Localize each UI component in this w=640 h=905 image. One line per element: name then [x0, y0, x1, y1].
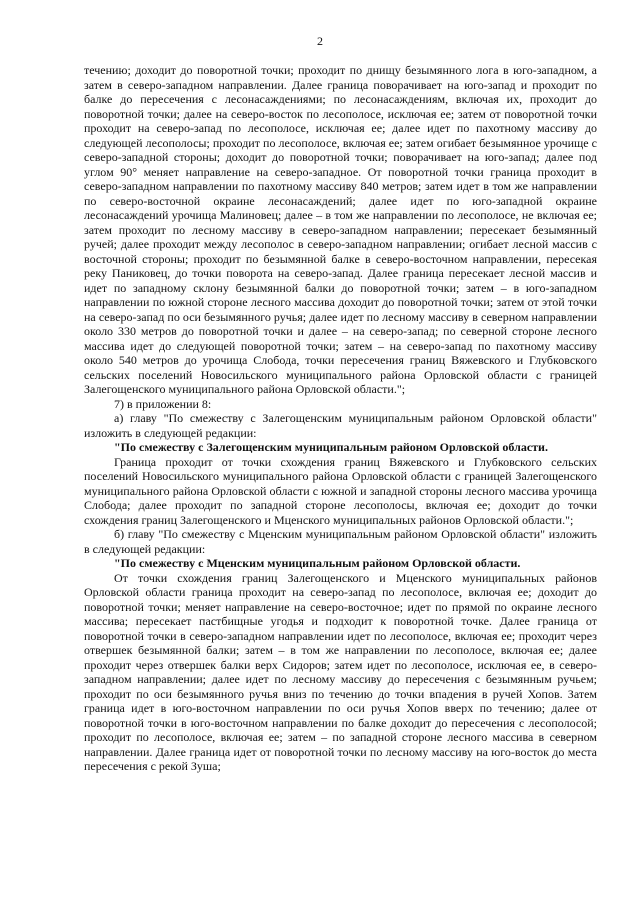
heading-mtsensky: "По смежеству с Мценским муниципальным районом Орловской области.	[114, 556, 521, 570]
paragraph-chapter-a: а) главу "По смежеству с Залегощенским муниципальным районом Орловской области" изложить в следующей редакции:	[84, 411, 597, 440]
document-body	[84, 63, 597, 774]
page-number: 2	[317, 34, 323, 48]
paragraph-mtsensky-boundary: От точки схождения границ Залегощенского и Мценского муниципальных районов Орловской области граница проходит на северо-запад по лесополосе, включая ее; доходит до поворотной точки; меняет направление на северо-восточное; идет по прямой по окраине лесного массива; пересекает пастбищные угодья и подходит к поворотной точке. Далее граница от поворотной точки в северо-западном направлении идет по лесополосе, включая ее; проходит через отвершек безымянной балки; затем – в том же направлении по лесополосе, включая ее; далее проходит через отвершек балки верх Сидоров; затем идет по лесополосе, исключая ее, в северо-западном направлении; далее идет по лесному массиву до пересечения с безымянным ручьем; проходит по оси безымянного ручья вниз по течению до точки впадения в ручей Хопов. Затем граница идет в юго-восточном направлении по оси ручья Хопов вверх по течению; далее от поворотной точки в юго-восточном направлении по балке доходит до пересечения с лесополосой; проходит по лесополосе, включая ее; затем – по западной стороне лесного массива в северном направлении. Далее граница идет от поворотной точки по лесному массиву на юго-восток до места пересечения с рекой Зуша;	[84, 570, 597, 773]
paragraph-zalegoshchensky-boundary: Граница проходит от точки схождения границ Вяжевского и Глубковского сельских поселений Новосильского муниципального района Орловской области с границей Залегощенского муниципального района Орловской области с южной и западной стороны лесного массива урочища Слобода; далее проходит по западной стороне лесополосы, включая ее; доходит до точки схождения границ Залегощенского и Мценского муниципальных районов Орловской области.";	[84, 454, 597, 527]
paragraph-appendix-8: 7) в приложении 8:	[114, 396, 212, 411]
paragraph-chapter-b: б) главу "По смежеству с Мценским муниципальным районом Орловской области" изложить в следующей редакции:	[84, 527, 597, 556]
heading-zalegoshchensky: "По смежеству с Залегощенским муниципальным районом Орловской области.	[114, 440, 548, 454]
paragraph-boundary-continuation: течению; доходит до поворотной точки; проходит по днищу безымянного лога в юго-западном, а затем в северо-западном направлении. Далее граница поворачивает на юго-запад и проходит по балке до пересечения с лесонасаждениями; по лесонасаждениям, включая их, проходит до поворотной точки; далее на северо-восток по лесополосе, исключая ее; затем от поворотной точки проходит на северо-запад по лесополосе, исключая ее; далее идет по пахотному массиву до следующей лесополосы; проходит по лесополосе, включая ее; затем огибает безымянное урочище с северо-западной стороны; доходит до поворотной точки; поворачивает на юго-запад; далее под углом 90° меняет направление на северо-западное. От поворотной точки граница проходит в северо-западном направлении по пахотному массиву 840 метров; затем идет в том же направлении по северо-восточной окраине лесонасаждений; далее идет по юго-западной окраине лесонасаждений урочища Малиновец; далее – в том же направлении по лесополосе, не включая ее; затем проходит по лесному массиву в северо-западном направлении; пересекает безымянный ручей; далее проходит между лесополос в северо-западном направлении; огибает лесной массив с восточной стороны; проходит по безымянной балке в северо-восточном направлении, пересекая реку Паниковец, до точки поворота на северо-запад. Далее граница пересекает лесной массив и идет по западному склону безымянной балки до поворотной точки; затем – в юго-западном направлении по южной стороне лесного массива доходит до поворотной точки; затем от этой точки на северо-запад по оси безымянного ручья; далее идет по лесному массиву в северном направлении около 330 метров до поворотной точки и далее – на северо-запад; по северной стороне лесного массива идет до следующей поворотной точки; затем – на северо-запад по пахотному массиву около 540 метров до урочища Слобода, точки пересечения границ Вяжевского и Глубковского сельских поселений Новосильского муниципального района Орловской области с границей Залегощенского муниципального района Орловской области.";	[84, 63, 597, 396]
